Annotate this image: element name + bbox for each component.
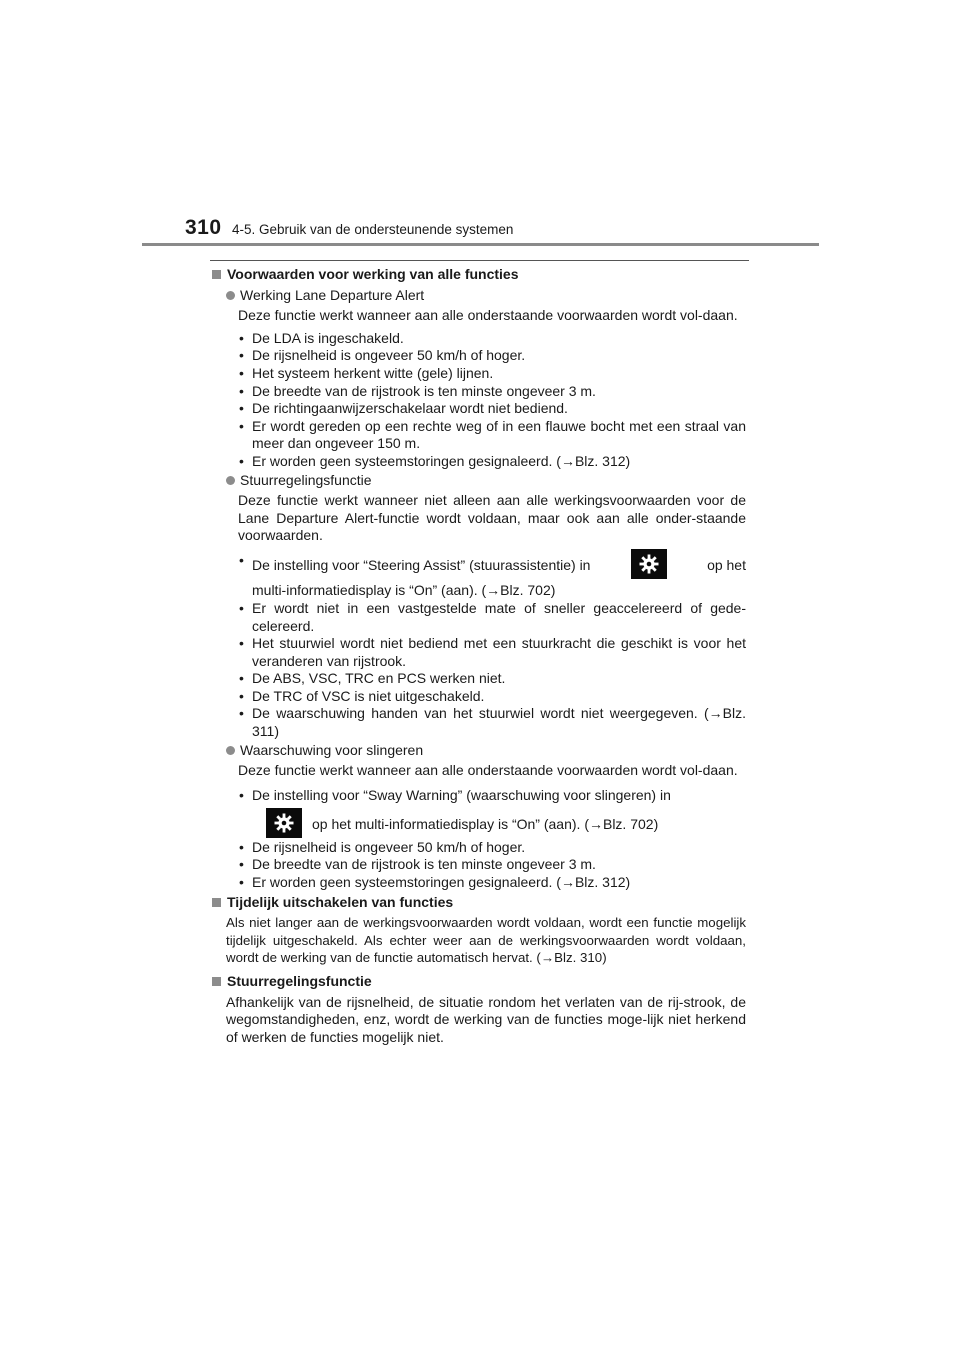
subheading-sway: Waarschuwing voor slingeren (226, 742, 746, 760)
steering-bullet-list (238, 550, 746, 741)
subheading-lda: Werking Lane Departure Alert (226, 287, 746, 305)
list-item: • De instelling voor “Sway Warning” (waarschuwing voor slingeren) in op het multi-informatiedisplay is “On” (aan). (→Blz. 702) (238, 785, 746, 839)
gear-icon (631, 549, 667, 579)
list-item: • Er wordt niet in een vastgestelde mate of sneller geaccelereerd of gede-celereerd. (238, 600, 746, 635)
square-bullet-icon (212, 270, 221, 279)
list-item: • Er wordt gereden op een rechte weg of in een flauwe bocht met een straal van meer dan ongeveer 150 m. (238, 418, 746, 453)
sway-bullet-list (238, 785, 746, 892)
round-bullet-icon (226, 291, 235, 300)
round-bullet-icon (226, 746, 235, 755)
steering-intro: Deze functie werkt wanneer niet alleen aan alle werkingsvoorwaarden voor de Lane Departure Alert-functie wordt voldaan, maar ook aan alle onder-staande voorwaarden. (238, 492, 746, 544)
page-content (210, 266, 746, 1051)
section-heading-steering-function: Stuurregelingsfunctie (210, 973, 746, 991)
section-heading-temporary: Tijdelijk uitschakelen van functies (210, 894, 746, 912)
list-item: • Het stuurwiel wordt niet bediend met een stuurkracht die geschikt is voor het veranderen van rijstrook. (238, 635, 746, 670)
list-item: • De TRC of VSC is niet uitgeschakeld. (238, 688, 746, 706)
list-item: • Er worden geen systeemstoringen gesignaleerd. (→Blz. 312) (238, 874, 746, 892)
list-item: • De rijsnelheid is ongeveer 50 km/h of hoger. (238, 839, 746, 857)
subheading-steering: Stuurregelingsfunctie (226, 472, 746, 490)
lda-bullet-list (238, 330, 746, 471)
chapter-title: 4-5. Gebruik van de ondersteunende systemen (232, 222, 514, 237)
list-item: • De richtingaanwijzerschakelaar wordt niet bediend. (238, 400, 746, 418)
list-item: • De ABS, VSC, TRC en PCS werken niet. (238, 670, 746, 688)
steering-function-text: Afhankelijk van de rijsnelheid, de situatie rondom het verlaten van de rij-strook, de wegomstandigheden, enz, wordt de werking van de functies moge-lijk niet herkend of werken de functies mogelijk niet. (226, 993, 746, 1045)
gear-icon (266, 808, 302, 838)
list-item: • De instelling voor “Steering Assist” (stuurassistentie) in op het multi-informatiedisplay is “On” (aan). (→Blz. 702) (238, 550, 746, 600)
list-item: • De breedte van de rijstrook is ten minste ongeveer 3 m. (238, 856, 746, 874)
square-bullet-icon (212, 977, 221, 986)
list-item: • De rijsnelheid is ongeveer 50 km/h of hoger. (238, 347, 746, 365)
section-top-rule (210, 260, 749, 261)
list-item: • De breedte van de rijstrook is ten minste ongeveer 3 m. (238, 383, 746, 401)
square-bullet-icon (212, 898, 221, 907)
temporary-text: Als niet langer aan de werkingsvoorwaarden wordt voldaan, wordt een functie mogelijk tijdelijk uitgeschakeld. Als echter weer aan de werkingsvoorwaarden wordt voldaan, wordt de werking van de functie automatisch hervat. (→Blz. 310) (226, 915, 746, 966)
list-item: • Er worden geen systeemstoringen gesignaleerd. (→Blz. 312) (238, 453, 746, 471)
lda-intro: Deze functie werkt wanneer aan alle onderstaande voorwaarden wordt vol-daan. (238, 307, 738, 324)
sway-intro: Deze functie werkt wanneer aan alle onderstaande voorwaarden wordt vol-daan. (238, 762, 738, 779)
list-item: • De LDA is ingeschakeld. (238, 330, 746, 348)
header-rule (142, 243, 819, 246)
section-heading-conditions: Voorwaarden voor werking van alle functies (210, 266, 746, 284)
round-bullet-icon (226, 476, 235, 485)
list-item: • Het systeem herkent witte (gele) lijnen. (238, 365, 746, 383)
page-number: 310 (185, 216, 222, 239)
list-item: • De waarschuwing handen van het stuurwiel wordt niet weergegeven. (→Blz. 311) (238, 705, 746, 740)
